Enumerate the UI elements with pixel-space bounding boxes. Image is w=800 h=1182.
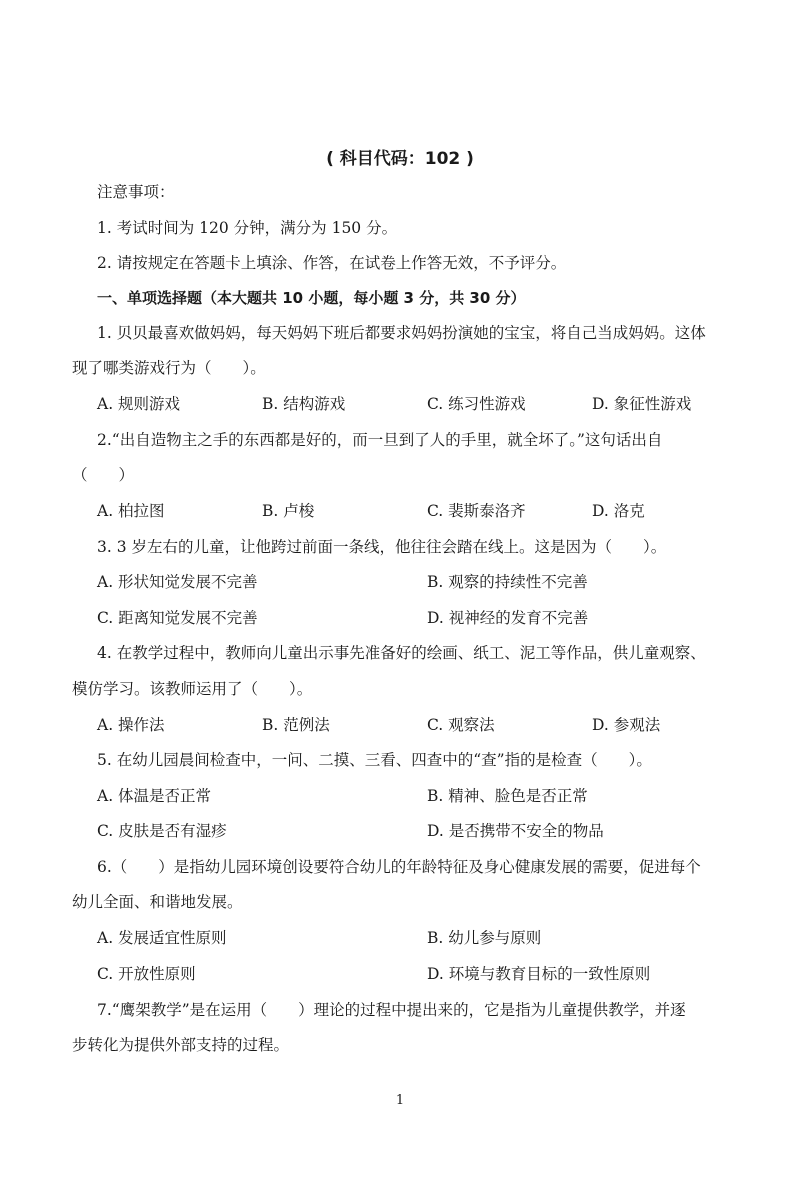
option-b: B. 幼儿参与原则 xyxy=(427,929,542,947)
option-c: C. 裴斯泰洛齐 xyxy=(427,502,526,520)
option-c: C. 观察法 xyxy=(427,716,495,734)
option-d: D. 环境与教育目标的一致性原则 xyxy=(427,965,651,983)
question-text: 模仿学习。该教师运用了（ ）。 xyxy=(72,680,313,698)
question-text: 2.“出自造物主之手的东西都是好的，而一旦到了人的手里，就全坏了。”这句话出自 xyxy=(97,431,663,449)
question-text: 7.“鹰架教学”是在运用（ ）理论的过程中提出来的，它是指为儿童提供教学，并逐 xyxy=(97,1001,686,1019)
option-d: D. 象征性游戏 xyxy=(592,395,692,413)
option-a: A. 形状知觉发展不完善 xyxy=(97,573,258,591)
question-text: 6.（ ）是指幼儿园环境创设要符合幼儿的年龄特征及身心健康发展的需要，促进每个 xyxy=(97,858,701,876)
option-a: A. 发展适宜性原则 xyxy=(97,929,227,947)
option-b: B. 卢梭 xyxy=(262,502,315,520)
option-c: C. 距离知觉发展不完善 xyxy=(97,609,258,627)
question-text: 3. 3 岁左右的儿童，让他跨过前面一条线，他往往会踏在线上。这是因为（ ）。 xyxy=(97,538,667,556)
option-d: D. 视神经的发育不完善 xyxy=(427,609,589,627)
page-number: 1 xyxy=(395,1093,405,1108)
option-d: D. 洛克 xyxy=(592,502,645,520)
question-text: 幼儿全面、和谐地发展。 xyxy=(72,893,243,911)
option-a: A. 操作法 xyxy=(97,716,165,734)
question-text: 4. 在教学过程中，教师向儿童出示事先准备好的绘画、纸工、泥工等作品，供儿童观察、 xyxy=(97,644,706,662)
option-c: C. 开放性原则 xyxy=(97,965,196,983)
option-b: B. 结构游戏 xyxy=(262,395,346,413)
notes-item: 1. 考试时间为 120 分钟，满分为 150 分。 xyxy=(97,219,398,237)
option-c: C. 练习性游戏 xyxy=(427,395,526,413)
question-text: 现了哪类游戏行为（ ）。 xyxy=(72,359,266,377)
option-c: C. 皮肤是否有湿疹 xyxy=(97,822,227,840)
option-d: D. 参观法 xyxy=(592,716,661,734)
option-a: A. 规则游戏 xyxy=(97,395,181,413)
question-text: 5. 在幼儿园晨间检查中，一问、二摸、三看、四查中的“查”指的是检查（ ）。 xyxy=(97,751,652,769)
subject-code-title: ( 科目代码：102 ) xyxy=(326,149,474,169)
option-b: B. 范例法 xyxy=(262,716,330,734)
option-a: A. 柏拉图 xyxy=(97,502,165,520)
question-text: （ ） xyxy=(72,466,135,484)
option-a: A. 体温是否正常 xyxy=(97,787,212,805)
question-text: 步转化为提供外部支持的过程。 xyxy=(72,1036,290,1054)
option-d: D. 是否携带不安全的物品 xyxy=(427,822,604,840)
notes-item: 2. 请按规定在答题卡上填涂、作答，在试卷上作答无效，不予评分。 xyxy=(97,254,567,272)
question-text: 1. 贝贝最喜欢做妈妈，每天妈妈下班后都要求妈妈扮演她的宝宝，将自己当成妈妈。这体 xyxy=(97,324,706,342)
option-b: B. 精神、脸色是否正常 xyxy=(427,787,588,805)
notes-heading: 注意事项： xyxy=(97,183,175,201)
section-title: 一、单项选择题（本大题共 10 小题，每小题 3 分，共 30 分） xyxy=(97,289,526,307)
option-b: B. 观察的持续性不完善 xyxy=(427,573,588,591)
